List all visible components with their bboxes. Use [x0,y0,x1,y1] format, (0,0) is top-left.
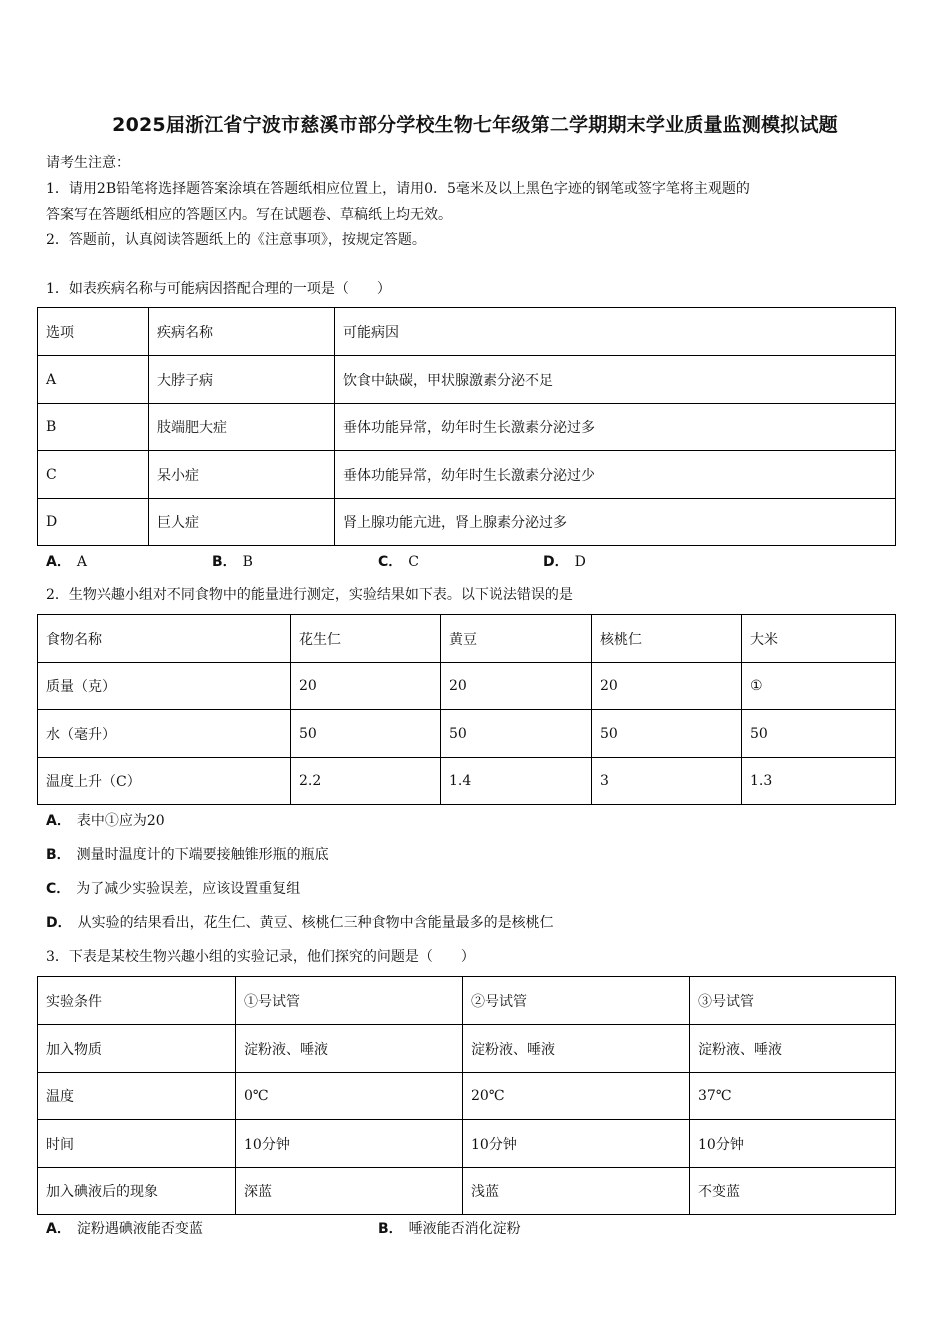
table-row [38,499,896,546]
table-cell: 淀粉液、唾液 [690,1025,896,1073]
table-cell: 水（毫升） [38,710,291,758]
table-cell: 10分钟 [236,1120,463,1168]
table-cell: ①号试管 [236,977,463,1025]
option-b[interactable] [212,551,253,571]
option-text: C [408,554,419,570]
table-cell: 呆小症 [149,451,335,499]
table-cell: 2.2 [291,758,441,805]
option-a[interactable] [46,1218,203,1238]
option-a[interactable] [46,551,87,571]
option-label: D． [543,554,569,570]
table-cell: 10分钟 [463,1120,690,1168]
table-cell: 选项 [38,308,149,356]
table-cell: 饮食中缺碳，甲状腺激素分泌不足 [335,356,896,404]
table-cell: 质量（克） [38,663,291,710]
option-label: A． [46,554,71,570]
table-row [38,977,896,1025]
option-label: A． [46,813,71,829]
question-2-table [37,614,896,805]
table-row [38,1073,896,1120]
table-cell: 黄豆 [441,615,592,663]
table-row [38,1168,896,1215]
table-cell: 50 [291,710,441,758]
table-cell: 3 [592,758,742,805]
option-text: B [242,554,253,570]
option-text: 淀粉遇碘液能否变蓝 [76,1221,203,1237]
page-title: 2025届浙江省宁波市慈溪市部分学校生物七年级第二学期期末学业质量监测模拟试题 [112,114,838,136]
table-cell: 肢端肥大症 [149,404,335,451]
table-cell: 巨人症 [149,499,335,546]
option-label: B． [378,1221,403,1237]
table-cell: 食物名称 [38,615,291,663]
table-cell: 实验条件 [38,977,236,1025]
notice-heading: 请考生注意： [46,155,130,171]
table-cell: 淀粉液、唾液 [236,1025,463,1073]
table-cell: 疾病名称 [149,308,335,356]
table-row [38,356,896,404]
table-row [38,1025,896,1073]
table-row [38,758,896,805]
option-text: D [574,554,586,570]
option-d[interactable] [543,551,586,571]
table-cell: 50 [742,710,896,758]
table-cell: 大脖子病 [149,356,335,404]
table-cell: 可能病因 [335,308,896,356]
option-text: 测量时温度计的下端要接触锥形瓶的瓶底 [76,847,329,863]
notice-line: 2．答题前，认真阅读答题纸上的《注意事项》，按规定答题。 [46,232,426,248]
table-cell: 20 [592,663,742,710]
option-text: A [76,554,87,570]
table-cell: 核桃仁 [592,615,742,663]
notice-line: 1．请用2B铅笔将选择题答案涂填在答题纸相应位置上，请用0．5毫米及以上黑色字迹的钢笔或签字笔将主观题的 [46,181,750,197]
table-row [38,1120,896,1168]
table-cell: ③号试管 [690,977,896,1025]
table-cell: C [38,451,149,499]
table-cell: 深蓝 [236,1168,463,1215]
table-cell: 加入碘液后的现象 [38,1168,236,1215]
table-cell: 花生仁 [291,615,441,663]
table-row [38,663,896,710]
table-cell: 温度 [38,1073,236,1120]
option-label: C． [46,881,71,897]
table-cell: 浅蓝 [463,1168,690,1215]
table-cell: 加入物质 [38,1025,236,1073]
table-cell: 20℃ [463,1073,690,1120]
option-c[interactable] [378,551,419,571]
table-cell: 1.3 [742,758,896,805]
table-cell: 37℃ [690,1073,896,1120]
table-cell: 10分钟 [690,1120,896,1168]
table-cell: B [38,404,149,451]
table-cell: 大米 [742,615,896,663]
question-3-stem: 3．下表是某校生物兴趣小组的实验记录，他们探究的问题是（ ） [46,949,475,965]
table-cell: 50 [592,710,742,758]
option-d[interactable] [46,912,554,932]
option-label: B． [212,554,237,570]
option-label: D． [46,915,72,931]
table-row [38,404,896,451]
table-cell: ②号试管 [463,977,690,1025]
table-cell: 时间 [38,1120,236,1168]
option-c[interactable] [46,878,300,898]
table-row [38,451,896,499]
table-row [38,308,896,356]
option-b[interactable] [378,1218,521,1238]
table-cell: 垂体功能异常，幼年时生长激素分泌过少 [335,451,896,499]
question-1-table [37,307,896,546]
table-cell: 1.4 [441,758,592,805]
table-cell: ① [742,663,896,710]
table-cell: 淀粉液、唾液 [463,1025,690,1073]
option-b[interactable] [46,844,329,864]
option-label: B． [46,847,71,863]
table-cell: 0℃ [236,1073,463,1120]
table-cell: 50 [441,710,592,758]
option-text: 表中①应为20 [76,813,165,829]
table-cell: 肾上腺功能亢进，肾上腺素分泌过多 [335,499,896,546]
option-label: A． [46,1221,71,1237]
table-cell: 不变蓝 [690,1168,896,1215]
table-cell: 20 [441,663,592,710]
notice-line: 答案写在答题纸相应的答题区内。写在试题卷、草稿纸上均无效。 [46,207,452,223]
table-row [38,710,896,758]
option-a[interactable] [46,810,165,830]
table-row [38,615,896,663]
option-text: 为了减少实验误差，应该设置重复组 [76,881,301,897]
table-cell: 20 [291,663,441,710]
table-cell: A [38,356,149,404]
table-cell: 温度上升（C） [38,758,291,805]
option-label: C． [378,554,403,570]
question-2-stem: 2．生物兴趣小组对不同食物中的能量进行测定，实验结果如下表。以下说法错误的是 [46,587,573,603]
option-text: 唾液能否消化淀粉 [408,1221,521,1237]
option-text: 从实验的结果看出，花生仁、黄豆、核桃仁三种食物中含能量最多的是核桃仁 [77,915,554,931]
question-3-table [37,976,896,1215]
table-cell: D [38,499,149,546]
question-1-stem: 1．如表疾病名称与可能病因搭配合理的一项是（ ） [46,281,391,297]
table-cell: 垂体功能异常，幼年时生长激素分泌过多 [335,404,896,451]
